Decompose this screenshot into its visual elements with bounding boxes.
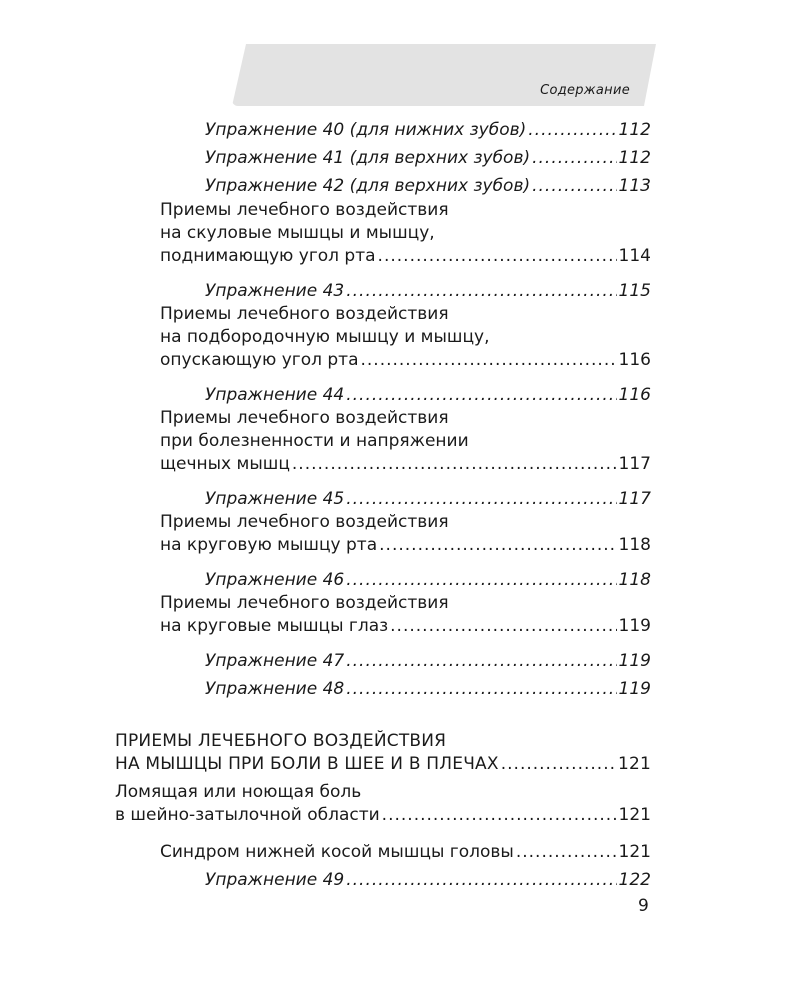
dot-leader [346, 678, 616, 701]
entry-title: Синдром нижней косой мышцы головы [160, 842, 514, 862]
toc-section-mentalis [160, 349, 651, 372]
toc-section-buccal [160, 453, 651, 476]
entry-page: 117 [618, 454, 651, 474]
entry-page: 112 [618, 148, 651, 168]
entry-title: в шейно-затылочной области [115, 805, 380, 825]
dot-leader [501, 753, 616, 776]
toc-section-title-line: Ломящая или ноющая боль [115, 782, 362, 802]
toc-section-title-line: на подбородочную мышцу и мышцу, [160, 327, 490, 347]
toc-entry-exercise-46 [205, 569, 651, 592]
entry-page: 121 [617, 754, 651, 774]
page-number: 9 [638, 896, 649, 916]
entry-page: 118 [618, 535, 651, 555]
entry-title: Упражнение 41 (для верхних зубов) [205, 148, 531, 168]
entry-title: поднимающую угол рта [160, 246, 376, 266]
toc-section-title-line: Приемы лечебного воздействия [160, 304, 449, 324]
dot-leader [346, 280, 616, 303]
entry-page: 116 [618, 350, 651, 370]
toc-section-title-line: Приемы лечебного воздействия [160, 593, 449, 613]
toc-section-obliquus-capitis [160, 841, 651, 864]
toc-section-title-line: при болезненности и напряжении [160, 431, 469, 451]
dot-leader [390, 615, 616, 638]
toc-entry-exercise-48 [205, 678, 651, 701]
entry-title: на круговые мышцы глаз [160, 616, 389, 636]
entry-page: 112 [618, 120, 651, 140]
toc-entry-exercise-42 [205, 175, 651, 198]
entry-page: 122 [618, 870, 651, 890]
toc-chapter-neck-shoulders [115, 753, 651, 776]
toc-section-title-line: Приемы лечебного воздействия [160, 512, 449, 532]
entry-title: НА МЫШЦЫ ПРИ БОЛИ В ШЕЕ И В ПЛЕЧАХ [115, 754, 499, 774]
entry-title: щечных мышц [160, 454, 290, 474]
entry-title: Упражнение 48 [205, 679, 345, 699]
toc-entry-exercise-40 [205, 119, 651, 142]
entry-page: 117 [618, 489, 651, 509]
toc-entry-exercise-41 [205, 147, 651, 170]
entry-page: 119 [618, 616, 651, 636]
entry-page: 118 [618, 570, 651, 590]
entry-page: 115 [618, 281, 651, 301]
entry-title: Упражнение 47 [205, 651, 345, 671]
toc-section-title-line: Приемы лечебного воздействия [160, 408, 449, 428]
entry-title: Упражнение 42 (для верхних зубов) [205, 176, 531, 196]
dot-leader [292, 453, 617, 476]
dot-leader [532, 175, 616, 198]
dot-leader [528, 119, 616, 142]
dot-leader [516, 841, 617, 864]
toc-entry-exercise-49 [205, 869, 651, 892]
entry-page: 119 [618, 651, 651, 671]
toc-section-zygomatic [160, 245, 651, 268]
toc-section-orbicularis-oris [160, 534, 651, 557]
toc-entry-exercise-44 [205, 384, 651, 407]
dot-leader [382, 804, 617, 827]
dot-leader [346, 488, 616, 511]
toc-section-title-line: Приемы лечебного воздействия [160, 200, 449, 220]
toc-section-title-line: на скуловые мышцы и мышцу, [160, 223, 435, 243]
entry-title: опускающую угол рта [160, 350, 359, 370]
dot-leader [378, 245, 617, 268]
dot-leader [346, 650, 616, 673]
entry-page: 121 [618, 842, 651, 862]
toc-entry-exercise-47 [205, 650, 651, 673]
entry-title: Упражнение 49 [205, 870, 345, 890]
entry-title: Упражнение 44 [205, 385, 345, 405]
toc-entry-exercise-45 [205, 488, 651, 511]
dot-leader [346, 569, 616, 592]
entry-title: Упражнение 43 [205, 281, 345, 301]
toc-entry-exercise-43 [205, 280, 651, 303]
toc-section-orbicularis-oculi [160, 615, 651, 638]
toc-chapter-title-line: ПРИЕМЫ ЛЕЧЕБНОГО ВОЗДЕЙСТВИЯ [115, 731, 447, 751]
toc-section-occipital-pain [115, 804, 651, 827]
dot-leader [532, 147, 616, 170]
dot-leader [379, 534, 616, 557]
dot-leader [346, 384, 616, 407]
entry-title: Упражнение 46 [205, 570, 345, 590]
entry-page: 121 [618, 805, 651, 825]
running-header-title: Содержание [540, 83, 630, 98]
dot-leader [346, 869, 616, 892]
entry-title: Упражнение 45 [205, 489, 345, 509]
dot-leader [360, 349, 616, 372]
entry-page: 119 [618, 679, 651, 699]
entry-page: 114 [618, 246, 651, 266]
entry-title: на круговую мышцу рта [160, 535, 378, 555]
entry-page: 116 [618, 385, 651, 405]
entry-title: Упражнение 40 (для нижних зубов) [205, 120, 527, 140]
entry-page: 113 [618, 176, 651, 196]
